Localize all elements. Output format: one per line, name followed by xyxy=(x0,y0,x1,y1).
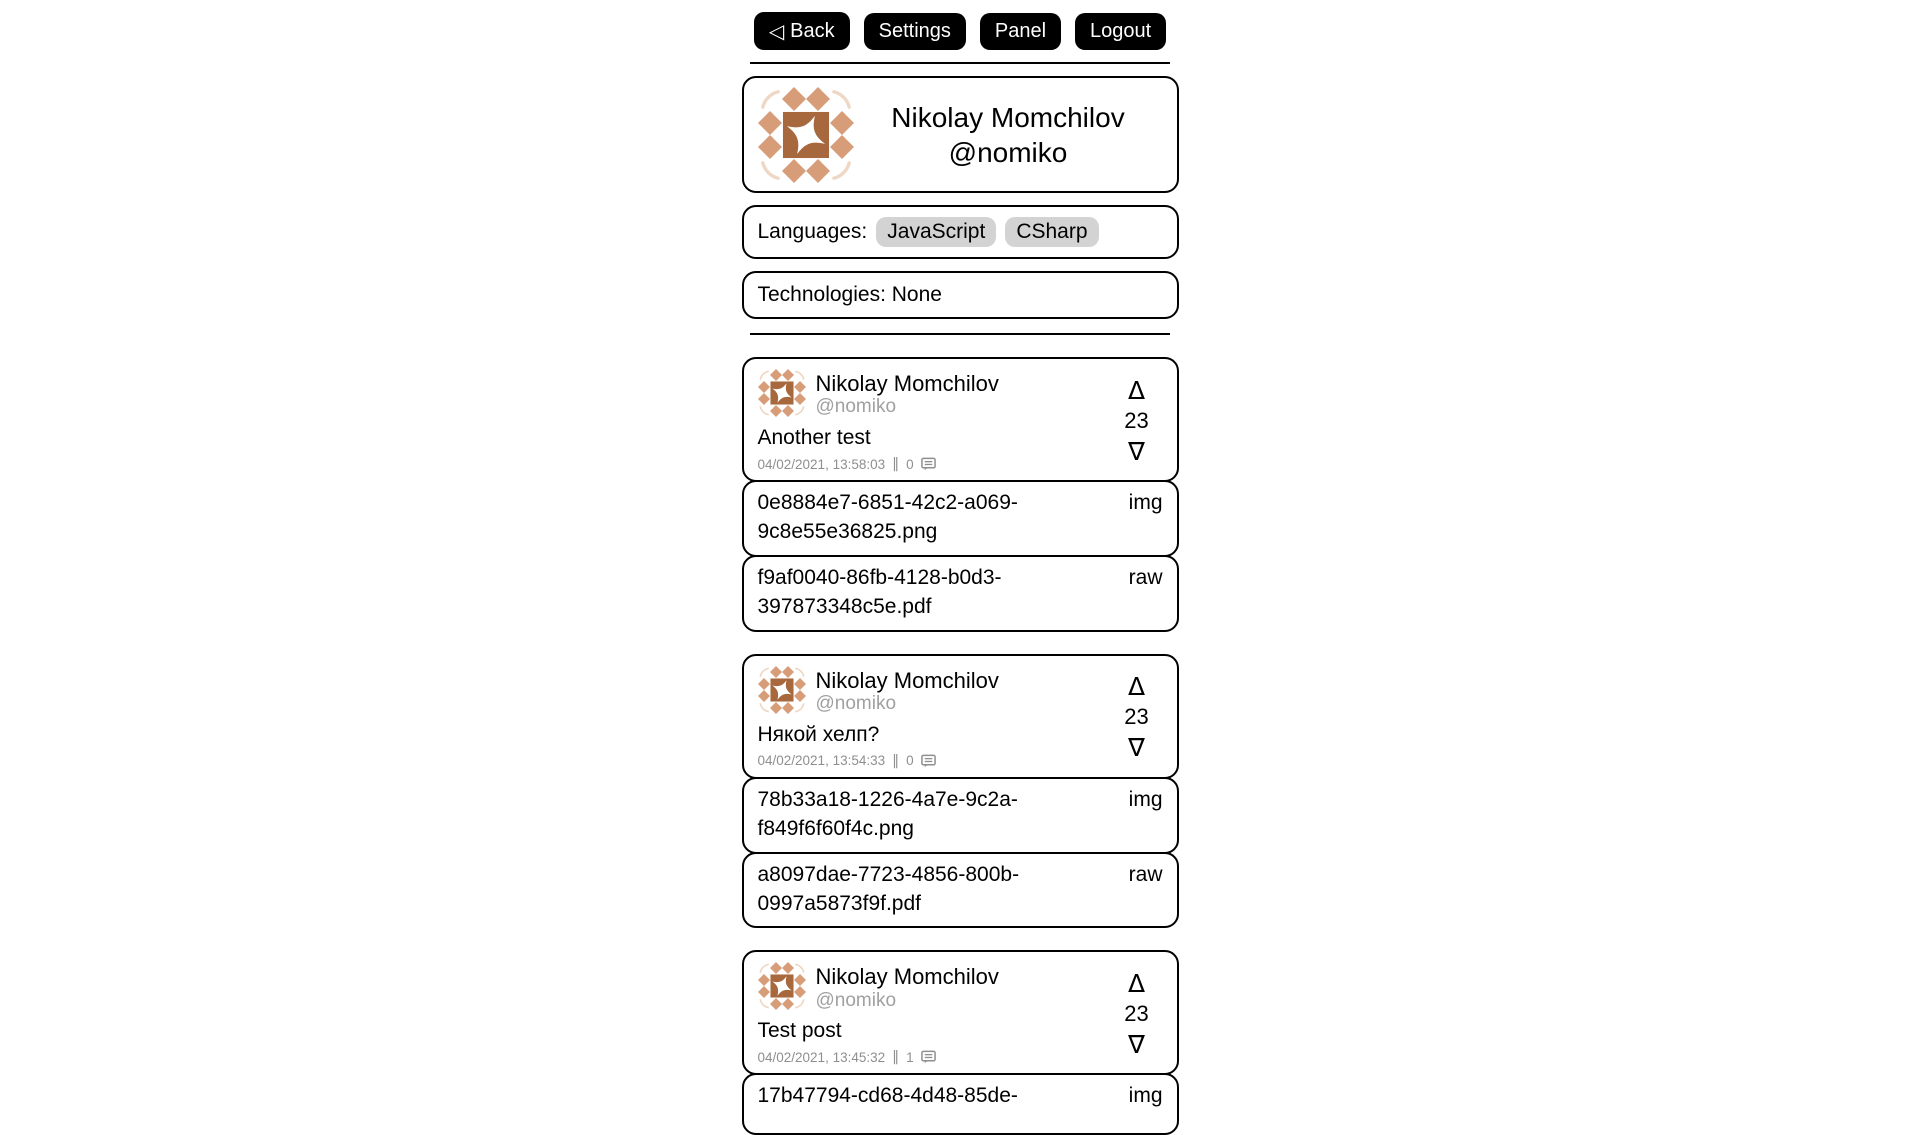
post-author-row xyxy=(758,666,1111,716)
language-badge-javascript: JavaScript xyxy=(876,217,996,247)
meta-separator-icon: ‖ xyxy=(892,456,900,473)
post-author-handle: @nomiko xyxy=(815,396,897,418)
post-title: Another test xyxy=(757,426,871,450)
attachment-filename: a8097dae-7723-4856-800b-0997a5873f9f.pdf xyxy=(757,862,1020,915)
vote-count: 23 xyxy=(1124,407,1149,433)
post-avatar-identicon xyxy=(758,369,806,417)
post-avatar-identicon xyxy=(758,962,806,1010)
post-author-name: Nikolay Momchilov xyxy=(815,964,999,990)
post-attachments xyxy=(742,480,1179,632)
technologies-text: Technologies: None xyxy=(757,283,942,306)
post-meta xyxy=(758,1049,1111,1065)
post-meta xyxy=(758,456,1111,472)
post-author-row xyxy=(758,369,1111,419)
post-comment-count: 1 xyxy=(906,1049,914,1065)
post-author-block xyxy=(816,666,999,716)
profile-names xyxy=(854,100,1163,170)
attachment-type-label: img xyxy=(1128,491,1163,515)
posts-divider xyxy=(750,333,1170,335)
downvote-button[interactable]: ∇ xyxy=(1128,436,1145,466)
post-attachments xyxy=(742,1073,1179,1135)
vote-count: 23 xyxy=(1124,1000,1149,1026)
post-comment-count: 0 xyxy=(906,456,914,472)
post-main xyxy=(758,666,1111,769)
attachment-row[interactable] xyxy=(742,777,1179,854)
languages-card xyxy=(742,205,1179,259)
nav-divider xyxy=(750,62,1170,64)
post-title: Някой хелп? xyxy=(757,722,880,746)
profile-handle: @nomiko xyxy=(948,136,1068,168)
attachment-type-label: img xyxy=(1128,1084,1163,1108)
meta-separator-icon: ‖ xyxy=(892,752,900,769)
vote-column xyxy=(1111,666,1163,769)
post-meta xyxy=(758,753,1111,769)
post-title: Test post xyxy=(757,1019,842,1043)
logout-button[interactable]: Logout xyxy=(1075,13,1166,50)
post-attachments xyxy=(742,777,1179,929)
post-timestamp: 04/02/2021, 13:45:32 xyxy=(757,1049,886,1065)
settings-button[interactable]: Settings xyxy=(864,13,966,50)
comment-bubble-icon xyxy=(921,457,936,471)
attachment-filename: 0e8884e7-6851-42c2-a069-9c8e55e36825.png xyxy=(757,491,1018,544)
post-timestamp: 04/02/2021, 13:54:33 xyxy=(757,753,886,769)
profile-avatar-identicon xyxy=(758,87,854,183)
attachment-row[interactable] xyxy=(742,852,1179,929)
meta-separator-icon: ‖ xyxy=(892,1049,900,1066)
attachment-type-label: raw xyxy=(1128,565,1163,589)
vote-column xyxy=(1111,962,1163,1065)
attachment-row[interactable] xyxy=(742,1073,1179,1135)
post-author-block xyxy=(816,962,999,1012)
back-button[interactable] xyxy=(754,12,850,50)
post-author-handle: @nomiko xyxy=(815,989,897,1011)
language-badge-csharp: CSharp xyxy=(1005,217,1098,247)
post-author-row xyxy=(758,962,1111,1012)
attachment-filename: 17b47794-cd68-4d48-85de- xyxy=(757,1084,1018,1108)
attachment-filename: 78b33a18-1226-4a7e-9c2a-f849f6f60f4c.png xyxy=(757,787,1018,841)
panel-button[interactable]: Panel xyxy=(980,13,1061,50)
attachment-row[interactable] xyxy=(742,480,1179,557)
attachment-type-label: raw xyxy=(1128,862,1163,886)
attachment-row[interactable] xyxy=(742,555,1179,632)
post-card[interactable] xyxy=(742,654,1179,779)
downvote-button[interactable]: ∇ xyxy=(1128,733,1145,763)
downvote-button[interactable]: ∇ xyxy=(1128,1029,1145,1059)
post-timestamp: 04/02/2021, 13:58:03 xyxy=(757,456,886,472)
post-author-name: Nikolay Momchilov xyxy=(815,371,999,396)
technologies-card xyxy=(742,271,1179,319)
languages-label: Languages: xyxy=(757,220,868,243)
post xyxy=(742,950,1179,1135)
post-author-handle: @nomiko xyxy=(815,692,897,714)
comment-bubble-icon xyxy=(921,1050,936,1064)
upvote-button[interactable]: Δ xyxy=(1127,375,1146,405)
post-main xyxy=(758,962,1111,1065)
post-avatar-identicon xyxy=(758,666,806,714)
back-button-label: Back xyxy=(790,19,835,42)
attachment-filename: f9af0040-86fb-4128-b0d3-397873348c5e.pdf xyxy=(757,565,1002,619)
attachment-type-label: img xyxy=(1128,787,1163,811)
post-author-name: Nikolay Momchilov xyxy=(815,667,999,693)
post-card[interactable] xyxy=(742,950,1179,1075)
upvote-button[interactable]: Δ xyxy=(1127,672,1146,702)
profile-name: Nikolay Momchilov xyxy=(891,101,1125,133)
vote-column xyxy=(1111,369,1163,472)
vote-count: 23 xyxy=(1124,704,1149,730)
upvote-button[interactable]: Δ xyxy=(1127,968,1146,998)
post-card[interactable] xyxy=(742,357,1179,482)
post xyxy=(742,357,1179,632)
post-author-block xyxy=(816,369,999,419)
profile-card xyxy=(742,76,1179,193)
post-comment-count: 0 xyxy=(906,753,914,769)
posts-list xyxy=(742,357,1179,1135)
back-triangle-icon: ◁ xyxy=(768,19,785,43)
post-main xyxy=(758,369,1111,472)
post xyxy=(742,654,1179,929)
comment-bubble-icon xyxy=(921,754,936,768)
top-nav xyxy=(0,12,1920,50)
